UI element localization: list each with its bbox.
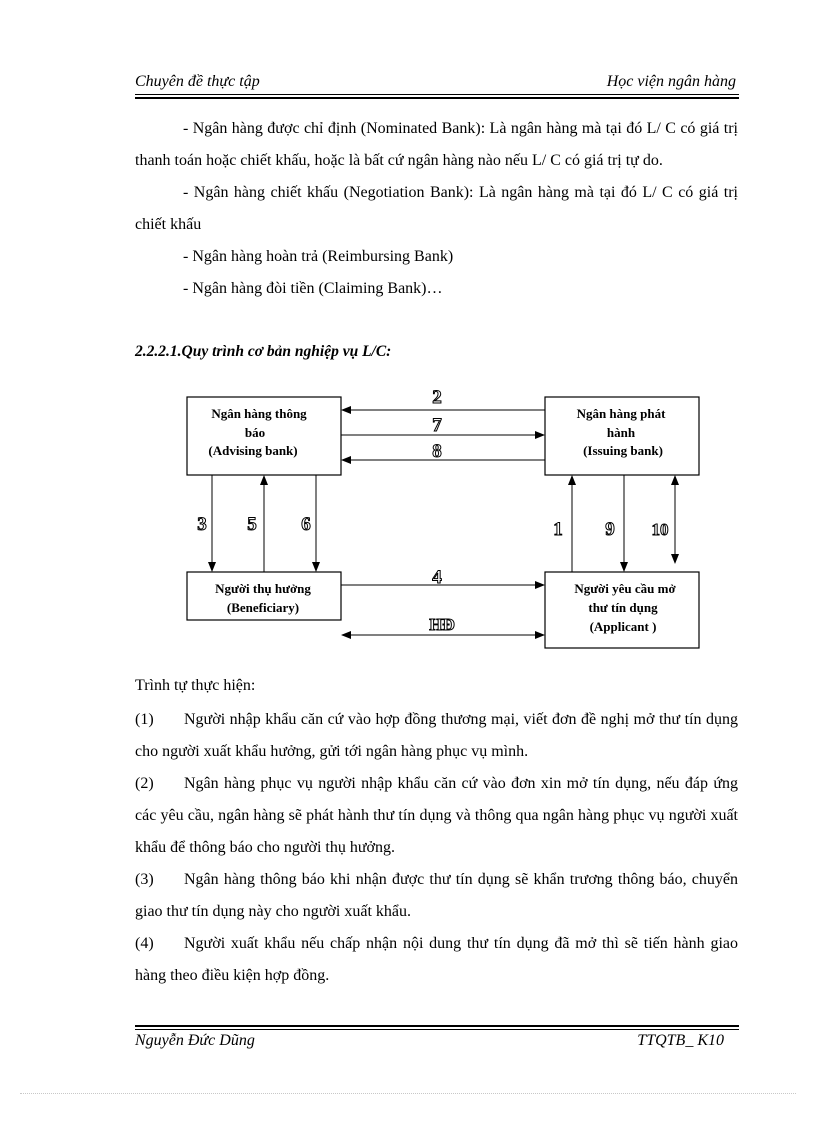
item-text: Người nhập khẩu căn cứ vào hợp đồng thương mại, viết đơn đề nghị mở thư tín dụng cho người xuất khẩu hưởng, gửi tới ngân hàng phục vụ mình. bbox=[135, 711, 738, 760]
paragraph-claiming-bank: - Ngân hàng đòi tiền (Claiming Bank)… bbox=[183, 280, 443, 297]
header-rule bbox=[135, 94, 739, 95]
page-header bbox=[135, 73, 738, 95]
issuing-bank-label-1: Ngân hàng phát bbox=[576, 406, 666, 421]
procedure-item-3 bbox=[135, 864, 738, 928]
paragraph-reimbursing-bank: - Ngân hàng hoàn trả (Reimbursing Bank) bbox=[183, 248, 454, 265]
procedure-item-1 bbox=[135, 704, 738, 768]
procedure-item-4 bbox=[135, 928, 738, 992]
issuing-bank-label-3: (Issuing bank) bbox=[583, 443, 663, 458]
procedure-title: Trình tự thực hiện: bbox=[135, 677, 256, 694]
advising-bank-label-3: (Advising bank) bbox=[208, 443, 298, 458]
applicant-label-3: (Applicant ) bbox=[589, 619, 657, 634]
beneficiary-label-2: (Beneficiary) bbox=[226, 600, 300, 615]
header-right-title: Học viện ngân hàng bbox=[606, 73, 736, 90]
paragraph-negotiation-bank: - Ngân hàng chiết khấu (Negotiation Bank): Là ngân hàng mà tại đó L/ C có giá trị chiết khấu bbox=[135, 184, 738, 233]
step-label-7: 7 bbox=[432, 415, 442, 436]
step-label-4: 4 bbox=[432, 567, 442, 588]
footer-class-code: TTQTB_ K10 bbox=[637, 1032, 724, 1049]
page-footer bbox=[135, 1032, 738, 1054]
step-label-6: 6 bbox=[301, 514, 311, 535]
applicant-label-2: thư tín dụng bbox=[588, 600, 658, 615]
intro-section bbox=[135, 113, 738, 305]
footer-rule-thick bbox=[135, 1025, 739, 1027]
item-number: (2) bbox=[135, 775, 154, 792]
item-text: Người xuất khẩu nếu chấp nhận nội dung thư tín dụng đã mở thì sẽ tiến hành giao hàng theo điều kiện hợp đồng. bbox=[135, 935, 738, 984]
paragraph-nominated-bank: - Ngân hàng được chỉ định (Nominated Bank): Là ngân hàng mà tại đó L/ C có giá trị thanh toán hoặc chiết khấu, hoặc là bất cứ ngân hàng nào nếu L/ C có giá trị tự do. bbox=[135, 120, 738, 169]
step-label-9: 9 bbox=[605, 519, 615, 540]
advising-bank-label-2: báo bbox=[244, 425, 266, 440]
advising-bank-label-1: Ngân hàng thông bbox=[211, 406, 307, 421]
header-left-title: Chuyên đề thực tập bbox=[135, 73, 260, 90]
step-label-2: 2 bbox=[432, 387, 442, 408]
beneficiary-label-1: Người thụ hưởng bbox=[215, 581, 311, 596]
item-text: Ngân hàng thông báo khi nhận được thư tín dụng sẽ khẩn trương thông báo, chuyển giao thư tín dụng này cho người xuất khẩu. bbox=[135, 871, 738, 920]
page-bottom-edge bbox=[20, 1093, 796, 1094]
header-rule-thick bbox=[135, 97, 739, 99]
step-label-3: 3 bbox=[197, 514, 207, 535]
step-label-5: 5 bbox=[247, 514, 257, 535]
step-label-10: 10 bbox=[651, 520, 669, 539]
item-number: (4) bbox=[135, 935, 154, 952]
lc-process-diagram bbox=[185, 380, 705, 670]
step-label-8: 8 bbox=[432, 441, 442, 462]
procedure-section bbox=[135, 672, 738, 992]
applicant-label-1: Người yêu cầu mở bbox=[574, 581, 676, 596]
footer-author: Nguyễn Đức Dũng bbox=[135, 1032, 255, 1049]
item-number: (3) bbox=[135, 871, 154, 888]
issuing-bank-label-2: hành bbox=[606, 425, 636, 440]
item-text: Ngân hàng phục vụ người nhập khẩu căn cứ vào đơn xin mở tín dụng, nếu đáp ứng các yêu cầu, ngân hàng sẽ phát hành thư tín dụng và thông qua ngân hàng phục vụ người xuất khẩu để thông báo cho người thụ hưởng. bbox=[135, 775, 738, 856]
item-number: (1) bbox=[135, 711, 154, 728]
footer-rule bbox=[135, 1029, 739, 1030]
step-label-hd: HĐ bbox=[429, 615, 455, 634]
procedure-item-2 bbox=[135, 768, 738, 864]
section-heading: 2.2.2.1.Quy trình cơ bản nghiệp vụ L/C: bbox=[135, 343, 392, 360]
step-label-1: 1 bbox=[553, 519, 563, 540]
